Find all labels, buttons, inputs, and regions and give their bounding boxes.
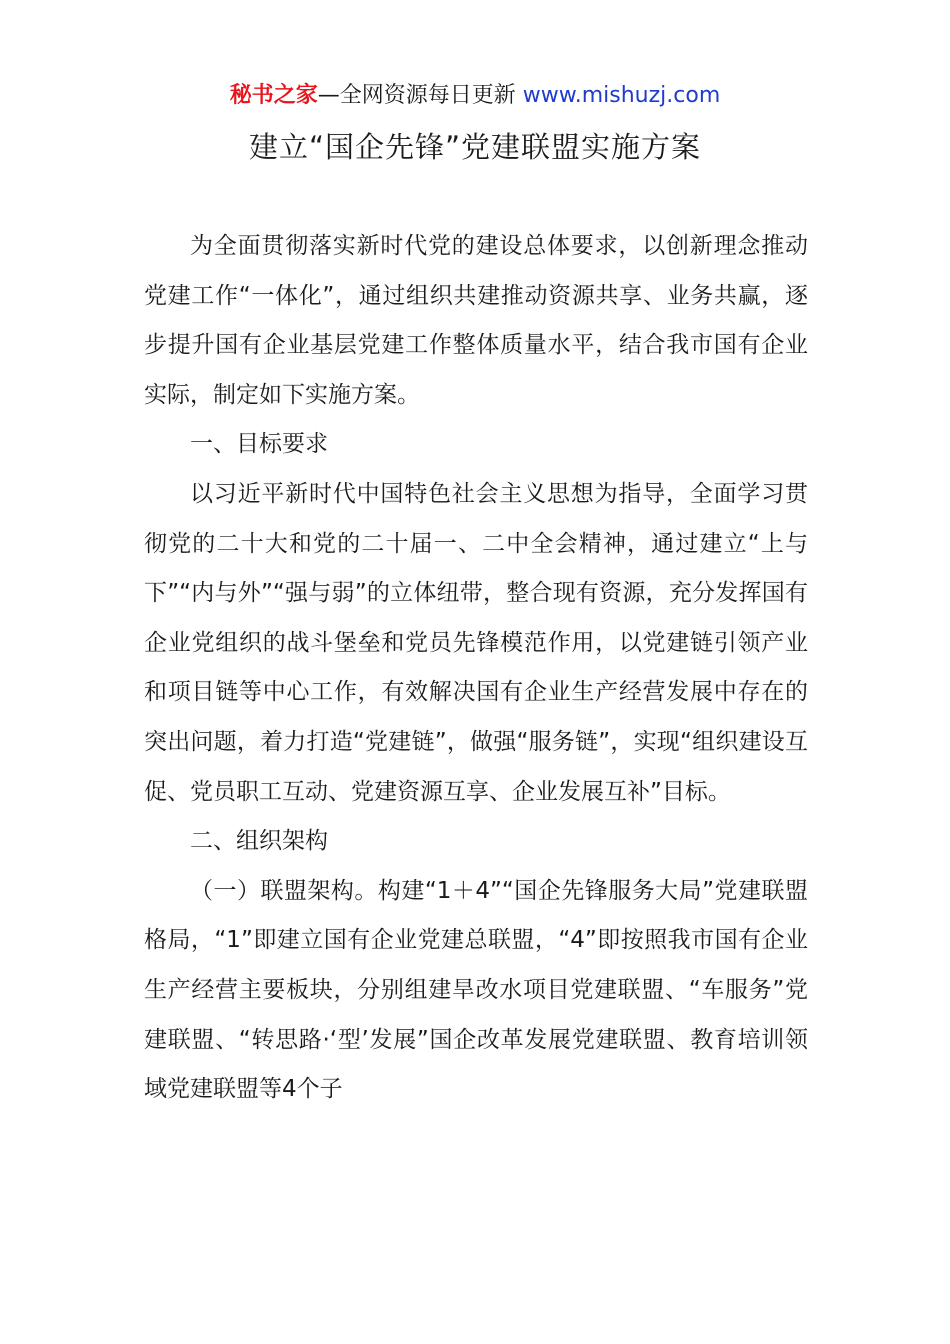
alliance-structure-paragraph: （一）联盟架构。构建“1＋4”“国企先锋服务大局”党建联盟格局，“1”即建立国有企业党建总联盟，“4”即按照我市国有企业生产经营主要板块，分别组建旱改水项目党建联盟、“车服务”党建联盟、“转思路·‘型’发展”国企改革发展党建联盟、教育培训领域党建联盟等4个子 [144,877,808,1103]
section-heading-organization: 二、组织架构 [190,828,328,855]
section-heading-goals: 一、目标要求 [190,431,328,458]
site-url-link[interactable]: www.mishuzj.com [522,83,721,108]
intro-paragraph: 为全面贯彻落实新时代党的建设总体要求，以创新理念推动党建工作“一体化”，通过组织共建推动资源共享、业务共赢，逐步提升国有企业基层党建工作整体质量水平，结合我市国有企业实际，制定如下实施方案。 [144,233,808,408]
site-brand: 秘书之家 [229,83,318,108]
document-body [144,222,808,1115]
goals-paragraph: 以习近平新时代中国特色社会主义思想为指导，全面学习贯彻党的二十大和党的二十届一、二中全会精神，通过建立“上与下”“内与外”“强与弱”的立体纽带，整合现有资源，充分发挥国有企业党组织的战斗堡垒和党员先锋模范作用，以党建链引领产业和项目链等中心工作，有效解决国有企业生产经营发展中存在的突出问题，着力打造“党建链”，做强“服务链”，实现“组织建设互促、党员职工互动、党建资源互享、企业发展互补”目标。 [144,480,808,805]
document-title: 建立“国企先锋”党建联盟实施方案 [248,130,702,164]
site-header [0,80,950,112]
site-tagline: —全网资源每日更新 [317,83,523,108]
